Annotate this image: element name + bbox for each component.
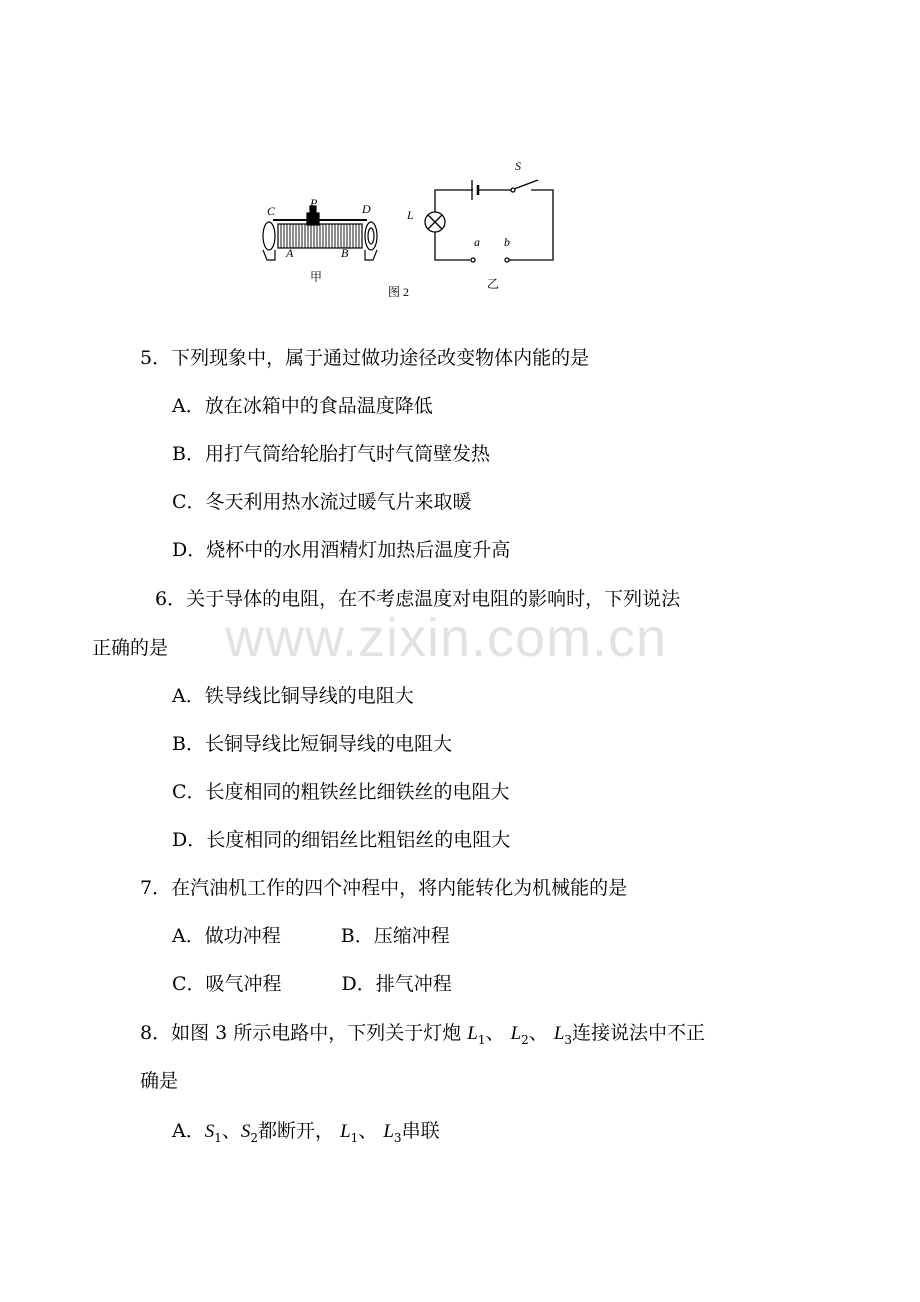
question-7-options-row2 [172, 972, 452, 996]
circuit-label-switch: S [515, 159, 521, 173]
question-6-option-a: A．铁导线比铜导线的电阻大 [172, 685, 414, 707]
circuit-label-b: b [504, 235, 510, 249]
circuit-caption: 乙 [487, 277, 500, 291]
figure-2 [255, 158, 565, 303]
question-6-option-d: D．长度相同的细铝丝比粗铝丝的电阻大 [172, 829, 511, 851]
rheostat-label-p: P [310, 196, 318, 210]
question-5-option-b: B．用打气筒给轮胎打气时气筒壁发热 [172, 443, 490, 465]
circuit-label-lamp: L [407, 208, 414, 222]
figure-caption: 图 2 [388, 285, 410, 299]
question-6-option-b: B．长铜导线比短铜导线的电阻大 [172, 733, 452, 755]
circuit-drawing [425, 180, 553, 262]
rheostat-drawing [263, 206, 377, 260]
question-5-stem: 5．下列现象中，属于通过做功途径改变物体内能的是 [140, 347, 590, 369]
question-7-options-row1 [172, 924, 450, 948]
rheostat-label-b: B [341, 246, 349, 260]
question-7-option-b: B．压缩冲程 [340, 925, 450, 947]
question-5-option-d: D．烧杯中的水用酒精灯加热后温度升高 [172, 539, 511, 561]
rheostat-caption: 甲 [310, 270, 323, 284]
question-7-option-c: C．吸气冲程 [172, 973, 282, 995]
circuit-label-a: a [474, 235, 480, 249]
rheostat-label-a: A [286, 246, 294, 260]
question-6-option-c: C．长度相同的粗铁丝比细铁丝的电阻大 [172, 781, 510, 803]
question-8-stem-line2: 确是 [140, 1070, 179, 1092]
question-5-option-c: C．冬天利用热水流过暖气片来取暖 [172, 491, 472, 513]
question-8-option-a: A．$S_1$、$S_2$都断开， $L_1$、 $L_3$串联 [172, 1120, 440, 1145]
rheostat-label-c: C [267, 204, 276, 218]
rheostat-label-d: D [362, 202, 371, 216]
question-5-option-a: A．放在冰箱中的食品温度降低 [172, 395, 433, 417]
watermark: www.zixin.com.cn [225, 608, 668, 668]
question-7-option-d: D．排气冲程 [341, 973, 452, 995]
figure-2-drawing [255, 158, 565, 303]
question-6-stem-line2: 正确的是 [92, 637, 169, 659]
question-7-stem: 7．在汽油机工作的四个冲程中，将内能转化为机械能的是 [140, 877, 628, 899]
question-6-stem-line1: 6．关于导体的电阻，在不考虑温度对电阻的影响时，下列说法 [155, 588, 681, 610]
question-7-option-a: A．做功冲程 [172, 925, 281, 947]
question-8-stem-line1: 8．如图 3 所示电路中，下列关于灯炮 $L_1$、 $L_2$、 $L_3$连接说法中不正 [140, 1022, 706, 1047]
